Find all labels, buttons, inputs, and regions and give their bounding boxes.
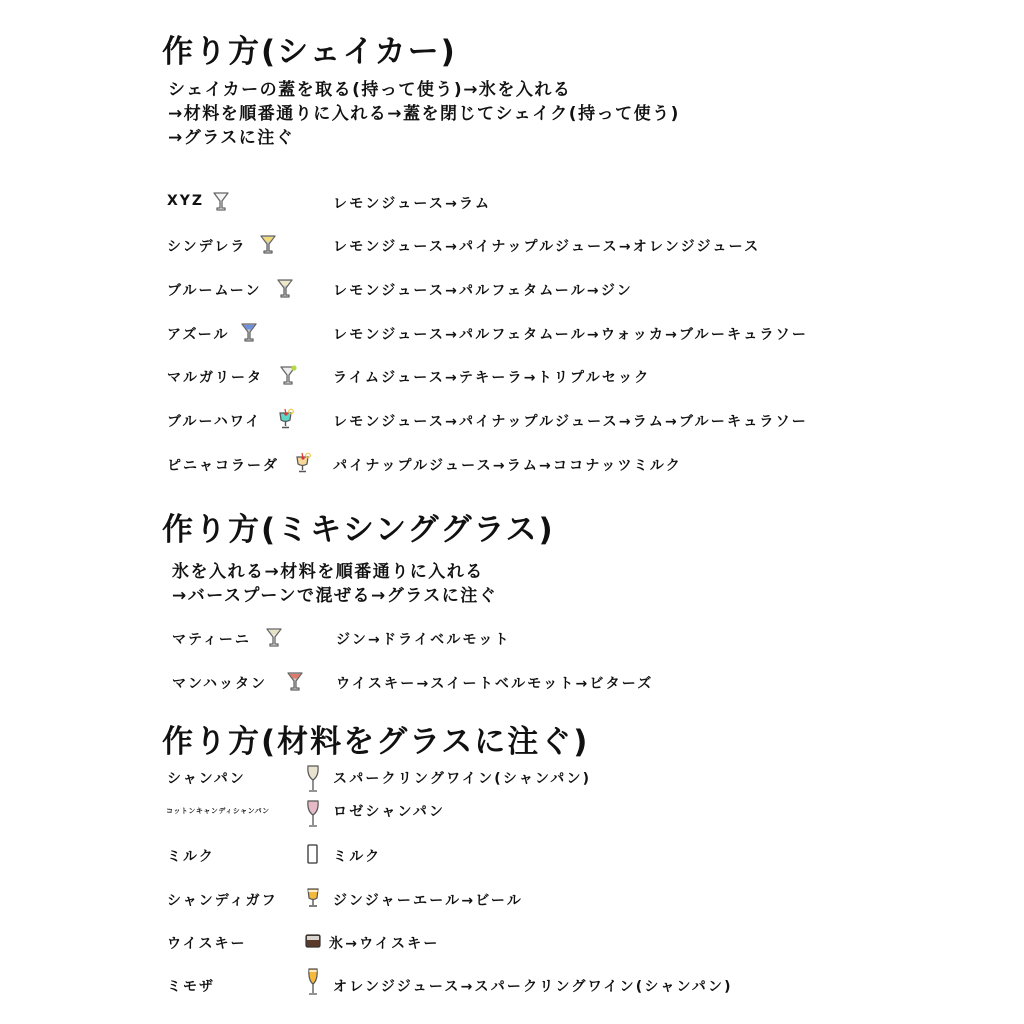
cocktail-recipe: パイナップルジュース→ラム→ココナッツミルク xyxy=(333,458,682,474)
tropical-glass-cream-icon xyxy=(294,452,312,474)
tropical-glass-blue-icon xyxy=(277,408,295,430)
cocktail-glass-lime-icon xyxy=(279,365,297,387)
cocktail-glass-red-icon xyxy=(286,671,304,693)
recipe-row xyxy=(0,798,1024,822)
description-line: 氷を入れる→材料を順番通りに入れる xyxy=(172,562,484,582)
cocktail-glass-clear-icon xyxy=(212,191,230,213)
description-line: シェイカーの蓋を取る(持って使う)→氷を入れる xyxy=(168,80,572,100)
cocktail-glass-blue-icon xyxy=(240,322,258,344)
drink-name: シャンパン xyxy=(167,771,246,787)
section-description-shaker xyxy=(168,78,680,150)
cocktail-glass-yellow-icon xyxy=(259,234,277,256)
cocktail-name: マンハッタン xyxy=(172,676,268,692)
section-title-pour: 作り方(材料をグラスに注ぐ) xyxy=(162,724,590,760)
cocktail-name: シンデレラ xyxy=(167,239,247,255)
cocktail-recipe: ライムジュース→テキーラ→トリプルセック xyxy=(333,370,651,386)
drink-name: コットンキャンディシャンパン xyxy=(166,807,270,815)
cocktail-recipe: レモンジュース→パイナップルジュース→オレンジジュース xyxy=(333,239,761,255)
recipe-row xyxy=(0,277,1024,301)
recipe-row xyxy=(0,408,1024,432)
drink-name: ウイスキー xyxy=(167,936,247,952)
cocktail-recipe: ウイスキー→スイートベルモット→ビターズ xyxy=(336,676,654,692)
description-line: →グラスに注ぐ xyxy=(168,128,295,148)
recipe-row xyxy=(0,452,1024,476)
cocktail-name: XYZ xyxy=(167,193,205,209)
drink-name: ミルク xyxy=(167,849,215,865)
section-description-mixing-glass xyxy=(172,560,497,608)
drink-recipe: ミルク xyxy=(333,849,382,865)
cocktail-glass-pale-icon xyxy=(276,278,294,300)
recipe-row xyxy=(0,364,1024,388)
cocktail-recipe: ジン→ドライベルモット xyxy=(336,632,511,648)
drink-recipe: ロゼシャンパン xyxy=(333,804,446,820)
cocktail-glass-olive-icon xyxy=(265,627,283,649)
recipe-row xyxy=(0,670,1024,694)
champagne-flute-icon xyxy=(304,764,322,794)
drink-name: シャンディガフ xyxy=(167,893,278,909)
recipe-row xyxy=(0,973,1024,997)
section-title-mixing-glass: 作り方(ミキシンググラス) xyxy=(162,512,555,548)
cocktail-recipe: レモンジュース→ラム xyxy=(333,196,492,212)
cocktail-name: マティーニ xyxy=(172,632,251,648)
cocktail-recipe: レモンジュース→パルフェタムール→ウォッカ→ブルーキュラソー xyxy=(333,327,809,343)
rose-flute-icon xyxy=(304,798,322,830)
cocktail-name: マルガリータ xyxy=(167,370,263,386)
rocks-glass-icon xyxy=(304,932,322,950)
drink-recipe: 氷→ウイスキー xyxy=(329,936,440,952)
cocktail-recipe: レモンジュース→パイナップルジュース→ラム→ブルーキュラソー xyxy=(333,414,808,430)
recipe-row xyxy=(0,321,1024,345)
cocktail-name: ブルーハワイ xyxy=(167,414,262,430)
tall-glass-icon xyxy=(304,843,322,865)
cocktail-name: ピニャコラーダ xyxy=(167,458,279,474)
description-line: →材料を順番通りに入れる→蓋を閉じてシェイク(持って使う) xyxy=(168,104,680,124)
recipe-row xyxy=(0,233,1024,257)
recipe-row xyxy=(0,765,1024,789)
drink-name: ミモザ xyxy=(167,979,215,995)
cocktail-name: アズール xyxy=(167,327,230,343)
drink-recipe: スパークリングワイン(シャンパン) xyxy=(333,771,592,787)
recipe-row xyxy=(0,887,1024,911)
section-title-shaker: 作り方(シェイカー) xyxy=(162,34,457,70)
recipe-row xyxy=(0,190,1024,214)
drink-recipe: オレンジジュース→スパークリングワイン(シャンパン) xyxy=(333,979,733,995)
beer-glass-icon xyxy=(304,887,322,909)
description-line: →バースプーンで混ぜる→グラスに注ぐ xyxy=(172,586,498,606)
recipe-row xyxy=(0,843,1024,867)
recipe-row xyxy=(0,626,1024,650)
recipe-row xyxy=(0,930,1024,954)
drink-recipe: ジンジャーエール→ビール xyxy=(333,893,524,909)
cocktail-name: ブルームーン xyxy=(167,283,262,299)
mimosa-flute-icon xyxy=(304,966,322,998)
cocktail-recipe: レモンジュース→パルフェタムール→ジン xyxy=(333,283,633,299)
